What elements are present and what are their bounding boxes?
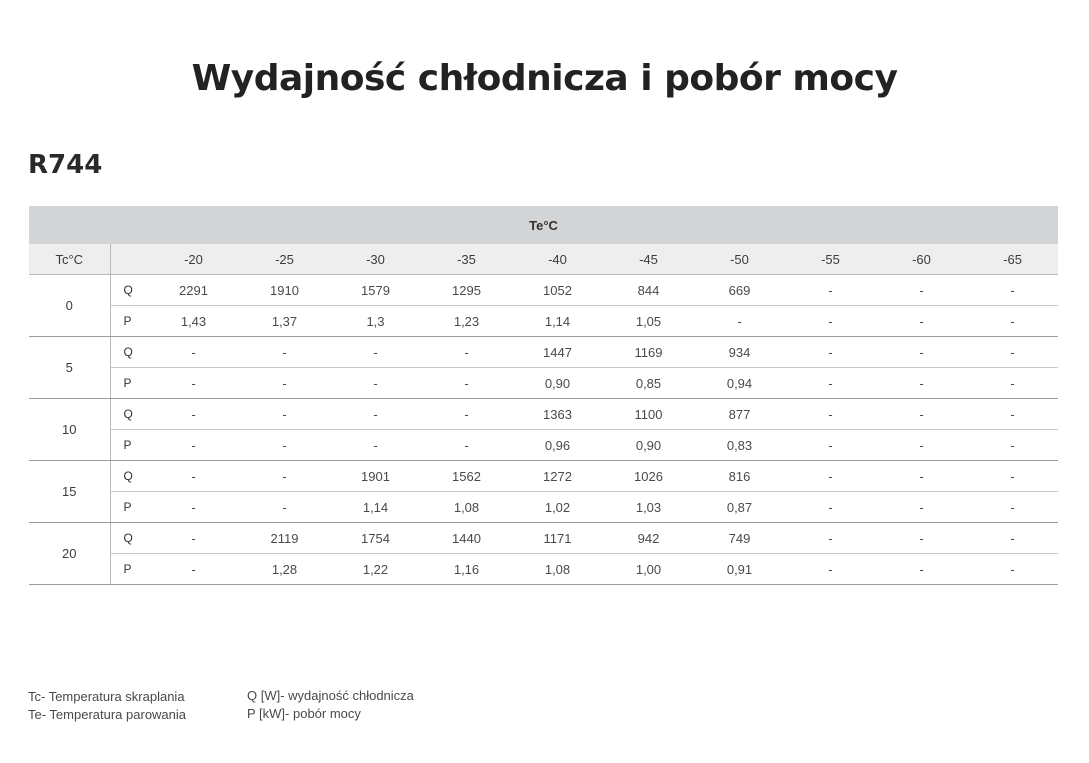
q-value-cell: 934 — [694, 337, 785, 368]
q-value-cell: 2119 — [239, 523, 330, 554]
te-column-header: -55 — [785, 244, 876, 275]
p-value-cell: - — [148, 554, 239, 585]
p-value-cell: - — [330, 430, 421, 461]
te-column-header: -50 — [694, 244, 785, 275]
p-value-cell: 1,14 — [512, 306, 603, 337]
q-value-cell: - — [239, 461, 330, 492]
legend-te: Te- Temperatura parowania — [28, 707, 187, 722]
p-value-cell: - — [148, 492, 239, 523]
p-value-cell: 1,14 — [330, 492, 421, 523]
q-value-cell: 816 — [694, 461, 785, 492]
te-column-header: -20 — [148, 244, 239, 275]
tc-value-cell: 0 — [29, 275, 110, 337]
p-value-cell: 0,94 — [694, 368, 785, 399]
p-value-cell: 1,22 — [330, 554, 421, 585]
q-value-cell: 1272 — [512, 461, 603, 492]
p-label-cell: P — [110, 554, 148, 585]
p-value-cell: 0,90 — [512, 368, 603, 399]
p-value-cell: - — [421, 430, 512, 461]
q-value-cell: - — [785, 461, 876, 492]
table-row — [29, 337, 1058, 368]
p-value-cell: 0,96 — [512, 430, 603, 461]
p-value-cell: 1,03 — [603, 492, 694, 523]
p-value-cell: - — [876, 554, 967, 585]
p-value-cell: 0,87 — [694, 492, 785, 523]
q-value-cell: 1579 — [330, 275, 421, 306]
page-title: Wydajność chłodnicza i pobór mocy — [191, 58, 898, 99]
tc-value-cell: 10 — [29, 399, 110, 461]
q-value-cell: - — [330, 399, 421, 430]
p-value-cell: - — [967, 430, 1058, 461]
te-column-header: -35 — [421, 244, 512, 275]
q-value-cell: 1754 — [330, 523, 421, 554]
q-value-cell: 2291 — [148, 275, 239, 306]
table-row — [29, 399, 1058, 430]
p-value-cell: - — [330, 368, 421, 399]
p-value-cell: 0,91 — [694, 554, 785, 585]
q-label-cell: Q — [110, 523, 148, 554]
q-value-cell: - — [967, 337, 1058, 368]
legend-units — [247, 687, 414, 723]
q-value-cell: 942 — [603, 523, 694, 554]
q-label-cell: Q — [110, 337, 148, 368]
p-value-cell: 0,85 — [603, 368, 694, 399]
q-value-cell: 1169 — [603, 337, 694, 368]
qp-header-spacer — [110, 244, 148, 275]
te-header: Te°C — [29, 206, 1058, 244]
q-value-cell: 749 — [694, 523, 785, 554]
q-value-cell: 1910 — [239, 275, 330, 306]
p-value-cell: - — [876, 430, 967, 461]
q-value-cell: 1100 — [603, 399, 694, 430]
q-value-cell: - — [785, 275, 876, 306]
p-value-cell: 1,23 — [421, 306, 512, 337]
p-label-cell: P — [110, 306, 148, 337]
p-label-cell: P — [110, 368, 148, 399]
q-value-cell: - — [421, 337, 512, 368]
te-column-header: -65 — [967, 244, 1058, 275]
q-value-cell: 669 — [694, 275, 785, 306]
p-value-cell: - — [785, 368, 876, 399]
p-value-cell: 1,43 — [148, 306, 239, 337]
te-column-header: -40 — [512, 244, 603, 275]
p-value-cell: 1,05 — [603, 306, 694, 337]
p-value-cell: - — [967, 492, 1058, 523]
p-value-cell: - — [694, 306, 785, 337]
q-value-cell: 844 — [603, 275, 694, 306]
q-value-cell: - — [148, 399, 239, 430]
p-value-cell: - — [239, 430, 330, 461]
q-value-cell: - — [239, 337, 330, 368]
table-row — [29, 368, 1058, 399]
table-row — [29, 461, 1058, 492]
q-value-cell: - — [785, 399, 876, 430]
tc-value-cell: 15 — [29, 461, 110, 523]
q-value-cell: 877 — [694, 399, 785, 430]
p-value-cell: - — [239, 368, 330, 399]
q-value-cell: - — [967, 275, 1058, 306]
te-values-row — [29, 244, 1058, 275]
q-value-cell: - — [785, 337, 876, 368]
refrigerant-label: R744 — [28, 150, 103, 180]
table-row — [29, 275, 1058, 306]
q-value-cell: 1295 — [421, 275, 512, 306]
table-body — [29, 275, 1058, 585]
q-value-cell: - — [330, 337, 421, 368]
table-row — [29, 523, 1058, 554]
q-value-cell: - — [239, 399, 330, 430]
p-value-cell: - — [967, 368, 1058, 399]
te-column-header: -30 — [330, 244, 421, 275]
q-label-cell: Q — [110, 461, 148, 492]
p-value-cell: 1,08 — [512, 554, 603, 585]
p-value-cell: 1,02 — [512, 492, 603, 523]
q-value-cell: 1447 — [512, 337, 603, 368]
q-value-cell: - — [148, 523, 239, 554]
p-value-cell: - — [148, 430, 239, 461]
p-value-cell: - — [876, 306, 967, 337]
p-value-cell: 1,3 — [330, 306, 421, 337]
q-value-cell: - — [967, 523, 1058, 554]
te-column-header: -60 — [876, 244, 967, 275]
p-label-cell: P — [110, 492, 148, 523]
q-value-cell: - — [876, 399, 967, 430]
p-value-cell: - — [876, 368, 967, 399]
q-label-cell: Q — [110, 275, 148, 306]
p-value-cell: - — [785, 492, 876, 523]
legend-tc: Tc- Temperatura skraplania — [28, 689, 185, 704]
q-value-cell: 1901 — [330, 461, 421, 492]
q-value-cell: - — [876, 523, 967, 554]
performance-table — [29, 206, 1058, 585]
p-value-cell: 0,90 — [603, 430, 694, 461]
q-value-cell: - — [148, 337, 239, 368]
q-value-cell: 1363 — [512, 399, 603, 430]
p-value-cell: - — [421, 368, 512, 399]
legend-p: P [kW]- pobór mocy — [247, 706, 361, 721]
tc-header: Tc°C — [29, 244, 110, 275]
te-column-header: -45 — [603, 244, 694, 275]
p-value-cell: 1,37 — [239, 306, 330, 337]
table-row — [29, 554, 1058, 585]
p-value-cell: - — [876, 492, 967, 523]
q-value-cell: - — [421, 399, 512, 430]
p-value-cell: 1,00 — [603, 554, 694, 585]
q-value-cell: 1440 — [421, 523, 512, 554]
p-value-cell: - — [785, 306, 876, 337]
p-value-cell: - — [785, 430, 876, 461]
p-value-cell: 1,28 — [239, 554, 330, 585]
q-value-cell: 1052 — [512, 275, 603, 306]
tc-value-cell: 5 — [29, 337, 110, 399]
q-value-cell: - — [967, 399, 1058, 430]
p-value-cell: - — [967, 554, 1058, 585]
table-row — [29, 306, 1058, 337]
p-value-cell: - — [239, 492, 330, 523]
legend-q: Q [W]- wydajność chłodnicza — [247, 688, 414, 703]
tc-value-cell: 20 — [29, 523, 110, 585]
p-value-cell: 1,16 — [421, 554, 512, 585]
p-value-cell: - — [967, 306, 1058, 337]
p-label-cell: P — [110, 430, 148, 461]
q-value-cell: - — [876, 461, 967, 492]
p-value-cell: 0,83 — [694, 430, 785, 461]
te-column-header: -25 — [239, 244, 330, 275]
q-value-cell: - — [967, 461, 1058, 492]
q-value-cell: 1171 — [512, 523, 603, 554]
q-value-cell: 1562 — [421, 461, 512, 492]
table-row — [29, 430, 1058, 461]
q-value-cell: - — [148, 461, 239, 492]
table-row — [29, 492, 1058, 523]
q-value-cell: - — [876, 337, 967, 368]
p-value-cell: - — [148, 368, 239, 399]
q-value-cell: - — [876, 275, 967, 306]
legend-temperatures — [28, 688, 186, 724]
p-value-cell: 1,08 — [421, 492, 512, 523]
q-label-cell: Q — [110, 399, 148, 430]
q-value-cell: 1026 — [603, 461, 694, 492]
p-value-cell: - — [785, 554, 876, 585]
q-value-cell: - — [785, 523, 876, 554]
